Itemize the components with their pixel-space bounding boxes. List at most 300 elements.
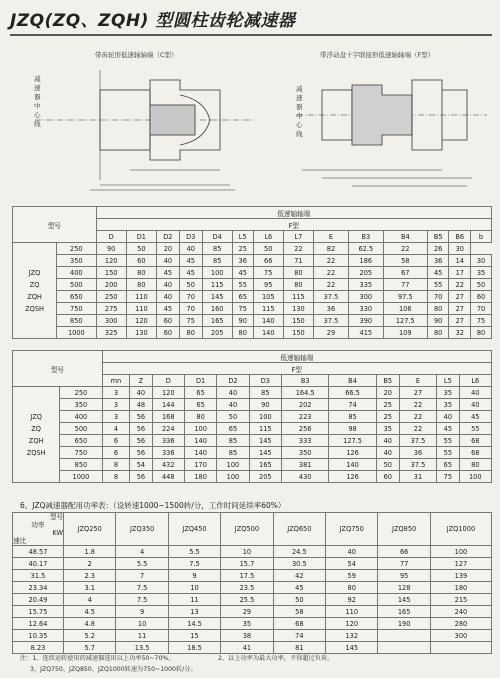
- table-cell: 5.5: [168, 546, 220, 558]
- col-header: L5: [232, 231, 253, 243]
- table-cell: 168: [152, 411, 184, 423]
- table-cell: 381: [282, 459, 329, 471]
- table-cell: 23.5: [221, 582, 273, 594]
- table-cell: 54: [130, 459, 152, 471]
- table-cell: 6: [102, 435, 130, 447]
- table-cell: 65: [184, 387, 216, 399]
- table-cell: 9: [168, 570, 220, 582]
- table-cell: 150: [96, 267, 126, 279]
- table-row: [13, 618, 492, 630]
- table-cell: 140: [253, 315, 283, 327]
- table-cell: 850: [57, 315, 96, 327]
- table-cell: 430: [282, 471, 329, 483]
- table-cell: 68: [459, 435, 491, 447]
- table-row: [13, 327, 492, 339]
- table-cell: 432: [152, 459, 184, 471]
- table-cell: 85: [217, 435, 249, 447]
- col-header: JZQ1000: [430, 513, 491, 546]
- table-cell: 80: [283, 267, 313, 279]
- table-cell: 144: [152, 399, 184, 411]
- table-cell: 27: [449, 315, 471, 327]
- table-row: [13, 255, 492, 267]
- shaft-end-drawing-c: [30, 60, 260, 200]
- model-header: 型号: [13, 207, 97, 243]
- table-cell: 80: [427, 303, 449, 315]
- table-cell: 26: [427, 243, 449, 255]
- table-cell: 300: [96, 315, 126, 327]
- table-cell: 80: [179, 327, 202, 339]
- table-cell: 145: [202, 291, 232, 303]
- table-cell: 66.5: [329, 387, 376, 399]
- table-cell: 7.5: [116, 594, 168, 606]
- table-cell: 12.64: [13, 618, 64, 630]
- table-row: [13, 471, 492, 483]
- table-cell: 17: [449, 267, 471, 279]
- table-cell: 45: [179, 255, 202, 267]
- table-cell: 40: [376, 447, 399, 459]
- table-cell: 45: [273, 582, 325, 594]
- table-cell: 70: [427, 291, 449, 303]
- table-cell: 56: [130, 447, 152, 459]
- table-cell: 65: [232, 291, 253, 303]
- table-cell: 336: [152, 435, 184, 447]
- table-cell: 6: [102, 447, 130, 459]
- table-cell: 7.5: [168, 558, 220, 570]
- table-row: [13, 243, 492, 255]
- model-name: JZQ: [28, 268, 41, 277]
- table-cell: 100: [249, 411, 281, 423]
- table-cell: 4.8: [64, 618, 116, 630]
- table-cell: 14.5: [168, 618, 220, 630]
- table-cell: 17.5: [221, 570, 273, 582]
- table-cell: 45: [459, 411, 491, 423]
- table-cell: 40: [459, 399, 491, 411]
- table-cell: 40: [376, 435, 399, 447]
- table-cell: 350: [57, 255, 96, 267]
- table-cell: 180: [184, 471, 216, 483]
- table-cell: 8: [102, 459, 130, 471]
- table-row: [13, 387, 492, 399]
- table-cell: 55: [437, 447, 459, 459]
- table-cell: 10.35: [13, 630, 64, 642]
- table-cell: 128: [378, 582, 430, 594]
- table-cell: 280: [430, 618, 491, 630]
- table-cell: 10: [116, 618, 168, 630]
- table-cell: 140: [184, 435, 216, 447]
- table-cell: 74: [273, 630, 325, 642]
- table-cell: 50: [253, 243, 283, 255]
- table-cell: 95: [253, 279, 283, 291]
- table-cell: 37.5: [399, 435, 436, 447]
- table-cell: 37.5: [399, 459, 436, 471]
- table-cell: 77: [378, 558, 430, 570]
- table-row: [13, 435, 492, 447]
- table-cell: 55: [459, 423, 491, 435]
- table-cell: 126: [329, 471, 376, 483]
- table-cell: 1000: [57, 327, 96, 339]
- table-cell: 140: [253, 327, 283, 339]
- col-header: D2: [156, 231, 179, 243]
- table-cell: 25: [232, 243, 253, 255]
- table-cell: 66: [253, 255, 283, 267]
- table-cell: 40: [156, 255, 179, 267]
- table-cell: 95: [378, 570, 430, 582]
- table-cell: 22: [314, 267, 349, 279]
- table-cell: 25.5: [221, 594, 273, 606]
- table-cell: 50: [179, 279, 202, 291]
- table-cell: 2: [64, 558, 116, 570]
- table-cell: 65: [217, 423, 249, 435]
- table-cell: 85: [217, 447, 249, 459]
- corner-kw: KW: [52, 529, 63, 537]
- col-header: L7: [283, 231, 313, 243]
- note-1: 注：1、连续运转使用的减速器选用以上功率50~70%。: [20, 655, 175, 662]
- table-cell: 60: [156, 315, 179, 327]
- col-header: B3: [348, 231, 383, 243]
- table-cell: 8: [102, 471, 130, 483]
- power-table: [12, 512, 492, 654]
- table-cell: 250: [57, 243, 96, 255]
- table-cell: 250: [60, 387, 102, 399]
- table-cell: 350: [60, 399, 102, 411]
- table-cell: 71: [283, 255, 313, 267]
- col-header: L5: [437, 375, 459, 387]
- table-cell: 80: [471, 327, 492, 339]
- table-cell: 13: [168, 606, 220, 618]
- table-cell: 70: [179, 291, 202, 303]
- col-header: D4: [202, 231, 232, 243]
- page-title: JZQ(ZQ、ZQH) 型圆柱齿轮减速器: [10, 11, 296, 31]
- table-cell: 336: [152, 447, 184, 459]
- table-cell: 22: [449, 279, 471, 291]
- table-row: [13, 291, 492, 303]
- table-cell: 40.17: [13, 558, 64, 570]
- table-cell: 67: [383, 267, 427, 279]
- model-name: ZQH: [27, 292, 42, 301]
- col-header: JZQ750: [326, 513, 378, 546]
- table-cell: 45: [232, 267, 253, 279]
- table-cell: 164.5: [282, 387, 329, 399]
- table-cell: 850: [60, 459, 102, 471]
- table-cell: 70: [179, 303, 202, 315]
- table-cell: 130: [126, 327, 156, 339]
- table-cell: 120: [126, 315, 156, 327]
- table-cell: 35: [376, 423, 399, 435]
- table-cell: 165: [202, 315, 232, 327]
- table-cell: 74: [329, 399, 376, 411]
- table-cell: 45: [427, 267, 449, 279]
- table-cell: 650: [57, 291, 96, 303]
- table-cell: 55: [232, 279, 253, 291]
- table-cell: 50: [273, 594, 325, 606]
- table-cell: 500: [60, 423, 102, 435]
- table-cell: 415: [348, 327, 383, 339]
- table-cell: 186: [348, 255, 383, 267]
- table-cell: 100: [459, 471, 491, 483]
- table-cell: 13.5: [116, 642, 168, 654]
- table-cell: 8.23: [13, 642, 64, 654]
- table-cell: 85: [249, 387, 281, 399]
- table-cell: 60: [126, 255, 156, 267]
- table-cell: 35: [437, 387, 459, 399]
- table-cell: 56: [130, 411, 152, 423]
- table-cell: 1000: [60, 471, 102, 483]
- table-cell: 165: [378, 606, 430, 618]
- table-row: [13, 459, 492, 471]
- table-cell: 180: [430, 582, 491, 594]
- table-cell: 256: [282, 423, 329, 435]
- shaft-end-table-f: [12, 350, 492, 483]
- table-cell: 20.49: [13, 594, 64, 606]
- table-cell: [430, 642, 491, 654]
- table-cell: 22: [399, 411, 436, 423]
- table-row: [13, 630, 492, 642]
- table-cell: 36: [427, 255, 449, 267]
- col-header: D2: [217, 375, 249, 387]
- table-cell: 448: [152, 471, 184, 483]
- model-header: 型号: [13, 351, 103, 387]
- table-row: [13, 642, 492, 654]
- table-cell: 58: [383, 255, 427, 267]
- table-cell: 35: [437, 399, 459, 411]
- table-cell: 48: [130, 399, 152, 411]
- table-cell: 55: [437, 435, 459, 447]
- table-cell: 75: [232, 303, 253, 315]
- table-cell: 165: [249, 459, 281, 471]
- table-cell: 48.57: [13, 546, 64, 558]
- table-cell: 70: [471, 303, 492, 315]
- table-cell: 27: [449, 303, 471, 315]
- table-row: [13, 423, 492, 435]
- col-header: B5: [376, 375, 399, 387]
- table-cell: 10: [168, 582, 220, 594]
- table-cell: 50: [217, 411, 249, 423]
- col-header: B4: [329, 375, 376, 387]
- table-row: [13, 447, 492, 459]
- col-header: JZQ500: [221, 513, 273, 546]
- table-cell: 25: [376, 399, 399, 411]
- table-cell: 25: [376, 411, 399, 423]
- col-header: B4: [383, 231, 427, 243]
- table-cell: 85: [202, 255, 232, 267]
- col-header: B6: [449, 231, 471, 243]
- col-header: JZQ450: [168, 513, 220, 546]
- table-row: [13, 303, 492, 315]
- table-cell: 80: [427, 327, 449, 339]
- table-cell: 145: [378, 594, 430, 606]
- table-cell: 22: [314, 255, 349, 267]
- table-cell: 223: [282, 411, 329, 423]
- table-row: [13, 606, 492, 618]
- table-cell: 400: [60, 411, 102, 423]
- table-row: [13, 582, 492, 594]
- table-cell: 97.5: [383, 291, 427, 303]
- model-name: ZQH: [28, 436, 44, 445]
- table-cell: 4: [116, 546, 168, 558]
- table-cell: 40: [217, 387, 249, 399]
- table-cell: 22: [383, 243, 427, 255]
- table-cell: 56: [130, 435, 152, 447]
- table-cell: 40: [437, 411, 459, 423]
- table-cell: 224: [152, 423, 184, 435]
- table-cell: 333: [282, 435, 329, 447]
- table2-super-header: 低速轴轴端: [102, 351, 491, 363]
- table-cell: 45: [156, 267, 179, 279]
- table-cell: 5.5: [116, 558, 168, 570]
- table-cell: 60: [156, 327, 179, 339]
- table-cell: 40: [179, 243, 202, 255]
- table-cell: 15.7: [221, 558, 273, 570]
- table-cell: 37.5: [314, 315, 349, 327]
- table-cell: 55: [427, 279, 449, 291]
- table-cell: 50: [126, 243, 156, 255]
- table-cell: 335: [348, 279, 383, 291]
- table-cell: 36: [314, 303, 349, 315]
- table-cell: 27: [399, 387, 436, 399]
- table-cell: 90: [96, 243, 126, 255]
- table-cell: 75: [471, 315, 492, 327]
- table-cell: 145: [249, 447, 281, 459]
- table-cell: 127.5: [383, 315, 427, 327]
- table-cell: 110: [126, 303, 156, 315]
- table-cell: 300: [430, 630, 491, 642]
- table-cell: 3: [102, 399, 130, 411]
- table-row: [13, 570, 492, 582]
- drawing-right-caption: 带浮动盘十字联接形低速轴轴端（F型）: [320, 51, 435, 59]
- table-cell: 132: [326, 630, 378, 642]
- table-cell: 11: [116, 630, 168, 642]
- table-cell: 150: [283, 327, 313, 339]
- table-cell: 75: [179, 315, 202, 327]
- model-list: [13, 387, 60, 483]
- table-cell: 90: [427, 315, 449, 327]
- shaft-end-drawing-f: [292, 60, 492, 200]
- table-cell: 130: [283, 303, 313, 315]
- table-cell: [378, 630, 430, 642]
- table-cell: 42: [273, 570, 325, 582]
- model-name: ZQ: [31, 424, 41, 433]
- col-header: D: [96, 231, 126, 243]
- section6-heading: 6、JZQ减速器配用功率表：（设转速1000~1500转/分，工作时间延续率60%）: [20, 501, 286, 510]
- table-cell: 2.3: [64, 570, 116, 582]
- table-cell: 325: [96, 327, 126, 339]
- table-cell: 40: [130, 387, 152, 399]
- table-cell: [378, 642, 430, 654]
- table-cell: 120: [326, 618, 378, 630]
- table-cell: 68: [273, 618, 325, 630]
- table-cell: 65: [437, 459, 459, 471]
- table-row: [13, 267, 492, 279]
- table-cell: 98: [329, 423, 376, 435]
- table-cell: 3: [102, 411, 130, 423]
- table-cell: 56: [130, 423, 152, 435]
- table-cell: 90: [232, 315, 253, 327]
- table-cell: 22: [283, 243, 313, 255]
- table-cell: 390: [348, 315, 383, 327]
- table-cell: 106: [383, 303, 427, 315]
- table-cell: 5.7: [64, 642, 116, 654]
- table-cell: 29: [314, 327, 349, 339]
- table-cell: 31: [399, 471, 436, 483]
- table-cell: 150: [283, 315, 313, 327]
- table-cell: 400: [57, 267, 96, 279]
- col-header: B3: [282, 375, 329, 387]
- col-header: Z: [130, 375, 152, 387]
- table-cell: 30: [449, 243, 471, 255]
- table-row: [13, 411, 492, 423]
- col-header: L6: [459, 375, 491, 387]
- table-cell: 59: [326, 570, 378, 582]
- table-cell: 85: [329, 411, 376, 423]
- table-cell: 40: [156, 279, 179, 291]
- table-cell: 24.5: [273, 546, 325, 558]
- table-cell: 29: [221, 606, 273, 618]
- table-row: [13, 558, 492, 570]
- table-cell: 30: [471, 255, 492, 267]
- table-cell: 500: [57, 279, 96, 291]
- table-cell: 40: [217, 399, 249, 411]
- table-cell: 20: [156, 243, 179, 255]
- table-cell: 115: [283, 291, 313, 303]
- table-cell: 140: [184, 447, 216, 459]
- col-header: JZQ350: [116, 513, 168, 546]
- table-cell: 145: [249, 435, 281, 447]
- table-cell: 115: [249, 423, 281, 435]
- table-cell: 80: [126, 279, 156, 291]
- table-cell: 200: [96, 279, 126, 291]
- table-cell: 205: [348, 267, 383, 279]
- table-row: [13, 399, 492, 411]
- drawing-left-caption: 带齿轮形低速轴轴端（C型）: [95, 51, 178, 59]
- table-cell: 60: [376, 471, 399, 483]
- table-cell: 170: [184, 459, 216, 471]
- table2-sub-header: F型: [102, 363, 491, 375]
- corner-power: 功率: [31, 521, 45, 529]
- table-cell: 4: [64, 594, 116, 606]
- table-cell: 205: [249, 471, 281, 483]
- table-cell: 110: [326, 606, 378, 618]
- table-cell: 202: [282, 399, 329, 411]
- col-header: E: [314, 231, 349, 243]
- title-rule: [10, 34, 492, 36]
- table-cell: 350: [282, 447, 329, 459]
- table-cell: 127.5: [329, 435, 376, 447]
- table-cell: 127: [430, 558, 491, 570]
- table1-super-header: 低速轴轴端: [96, 207, 491, 219]
- model-name: ZQ: [29, 280, 40, 289]
- centerline-label-right: 减速器中心线: [296, 85, 303, 138]
- table-cell: 140: [329, 459, 376, 471]
- table-cell: 40: [459, 387, 491, 399]
- table-cell: 41: [221, 642, 273, 654]
- col-header: D3: [249, 375, 281, 387]
- table-cell: 36: [232, 255, 253, 267]
- table-cell: 18.5: [168, 642, 220, 654]
- col-header: B5: [427, 231, 449, 243]
- table-cell: 54: [326, 558, 378, 570]
- col-header: JZQ850: [378, 513, 430, 546]
- table-cell: 31.5: [13, 570, 64, 582]
- table-cell: 4.5: [64, 606, 116, 618]
- table-row: [13, 315, 492, 327]
- table-cell: 80: [459, 459, 491, 471]
- table-cell: 115: [202, 279, 232, 291]
- table-cell: 160: [202, 303, 232, 315]
- table-cell: 23.34: [13, 582, 64, 594]
- table-cell: 75: [437, 471, 459, 483]
- table-cell: 40: [156, 291, 179, 303]
- col-header: mn: [102, 375, 130, 387]
